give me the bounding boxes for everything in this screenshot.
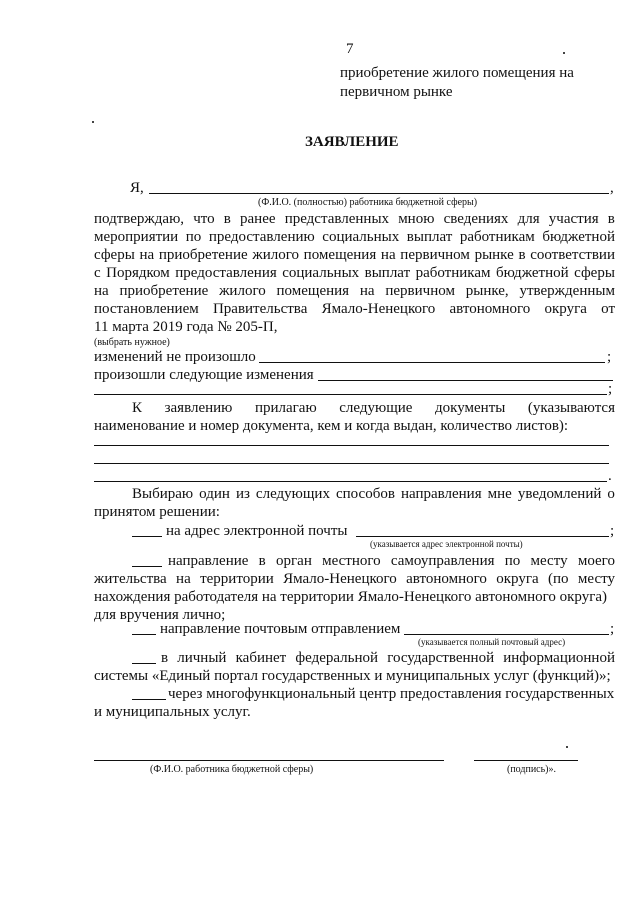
header-line-2: первичном рынке <box>340 84 453 100</box>
para1-line-7: 11 марта 2019 года № 205-П, <box>94 319 278 335</box>
signature-fio-caption: (Ф.И.О. работника бюджетной сферы) <box>150 764 314 775</box>
post-caption: (указывается полный почтовый адрес) <box>418 637 566 647</box>
intro-comma: , <box>610 180 614 196</box>
signature-sign-caption: (подпись)». <box>507 764 557 775</box>
documents-line-1: К заявлению прилагаю следующие документы (указываются <box>132 400 615 416</box>
documents-line-blank-3[interactable] <box>94 481 607 482</box>
email-label: на адрес электронной почты <box>166 523 348 539</box>
post-checkbox-line[interactable] <box>132 634 156 635</box>
email-line[interactable] <box>356 536 609 537</box>
email-caption: (указывается адрес электронной почты) <box>370 539 523 549</box>
para1-line-4: с Порядком предоставления социальных выплат работникам бюджетной сферы <box>94 265 615 281</box>
scan-speck <box>92 121 94 123</box>
changes-line-1[interactable] <box>318 380 613 381</box>
intro-ya: Я, <box>130 180 144 196</box>
para1-line-3: сферы на приобретение жилого помещения на первичном рынке в соответствии <box>94 247 615 263</box>
scan-speck <box>566 746 568 748</box>
no-changes-line[interactable] <box>259 362 605 363</box>
documents-end-dot: . <box>608 468 612 484</box>
document-title: ЗАЯВЛЕНИЕ <box>305 134 399 150</box>
page-number: 7 <box>346 41 354 57</box>
scan-speck <box>563 52 565 54</box>
header-line-1: приобретение жилого помещения на <box>340 65 574 81</box>
mfc-line-1: через многофункциональный центр предоставления государственных <box>168 686 615 702</box>
fio-line[interactable] <box>149 193 609 194</box>
changes-line-2[interactable] <box>94 394 607 395</box>
email-checkbox-line[interactable] <box>132 536 162 537</box>
signature-sign-line[interactable] <box>474 760 578 761</box>
choose-note: (выбрать нужное) <box>94 337 170 348</box>
no-changes-semicolon: ; <box>607 349 612 365</box>
documents-line-2: наименование и номер документа, кем и когда выдан, количество листов): <box>94 418 569 434</box>
documents-line-blank-1[interactable] <box>94 445 609 446</box>
local-checkbox-line[interactable] <box>132 566 162 567</box>
post-semicolon: ; <box>610 621 615 637</box>
local-line-2: жительства на территории Ямало-Ненецкого автономного округа (по месту <box>94 571 615 587</box>
post-label: направление почтовым отправлением <box>160 621 401 637</box>
local-line-4: для вручения лично; <box>94 607 226 623</box>
cabinet-line-1: в личный кабинет федеральной государственной информационной <box>161 650 615 666</box>
mfc-checkbox-line[interactable] <box>132 699 166 700</box>
methods-intro-line-2: принятом решении: <box>94 504 220 520</box>
cabinet-checkbox-line[interactable] <box>132 663 156 664</box>
methods-intro-line-1: Выбираю один из следующих способов направления мне уведомлений о <box>132 486 615 502</box>
para1-line-5: на приобретение жилого помещения на первичном рынке, утвержденным <box>94 283 615 299</box>
para1-line-1: подтверждаю, что в ранее представленных мною сведениях для участия в <box>94 211 615 227</box>
local-line-1: направление в орган местного самоуправления по месту моего <box>168 553 615 569</box>
no-changes-label: изменений не произошло <box>94 349 256 365</box>
fio-caption: (Ф.И.О. (полностью) работника бюджетной сферы) <box>258 197 478 208</box>
para1-line-2: мероприятии по предоставлению социальных выплат работникам бюджетной <box>94 229 615 245</box>
changes-label: произошли следующие изменения <box>94 367 314 383</box>
changes-semicolon: ; <box>608 381 613 397</box>
documents-line-blank-2[interactable] <box>94 463 609 464</box>
email-semicolon: ; <box>610 523 615 539</box>
post-line[interactable] <box>404 634 609 635</box>
signature-fio-line[interactable] <box>94 760 444 761</box>
para1-line-6: постановлением Правительства Ямало-Ненецкого автономного округа от <box>94 301 615 317</box>
mfc-line-2: и муниципальных услуг. <box>94 704 251 720</box>
local-line-3: нахождения работодателя на территории Ямало-Ненецкого автономного округа) <box>94 589 608 605</box>
cabinet-line-2: системы «Единый портал государственных и муниципальных услуг (функций)»; <box>94 668 611 684</box>
